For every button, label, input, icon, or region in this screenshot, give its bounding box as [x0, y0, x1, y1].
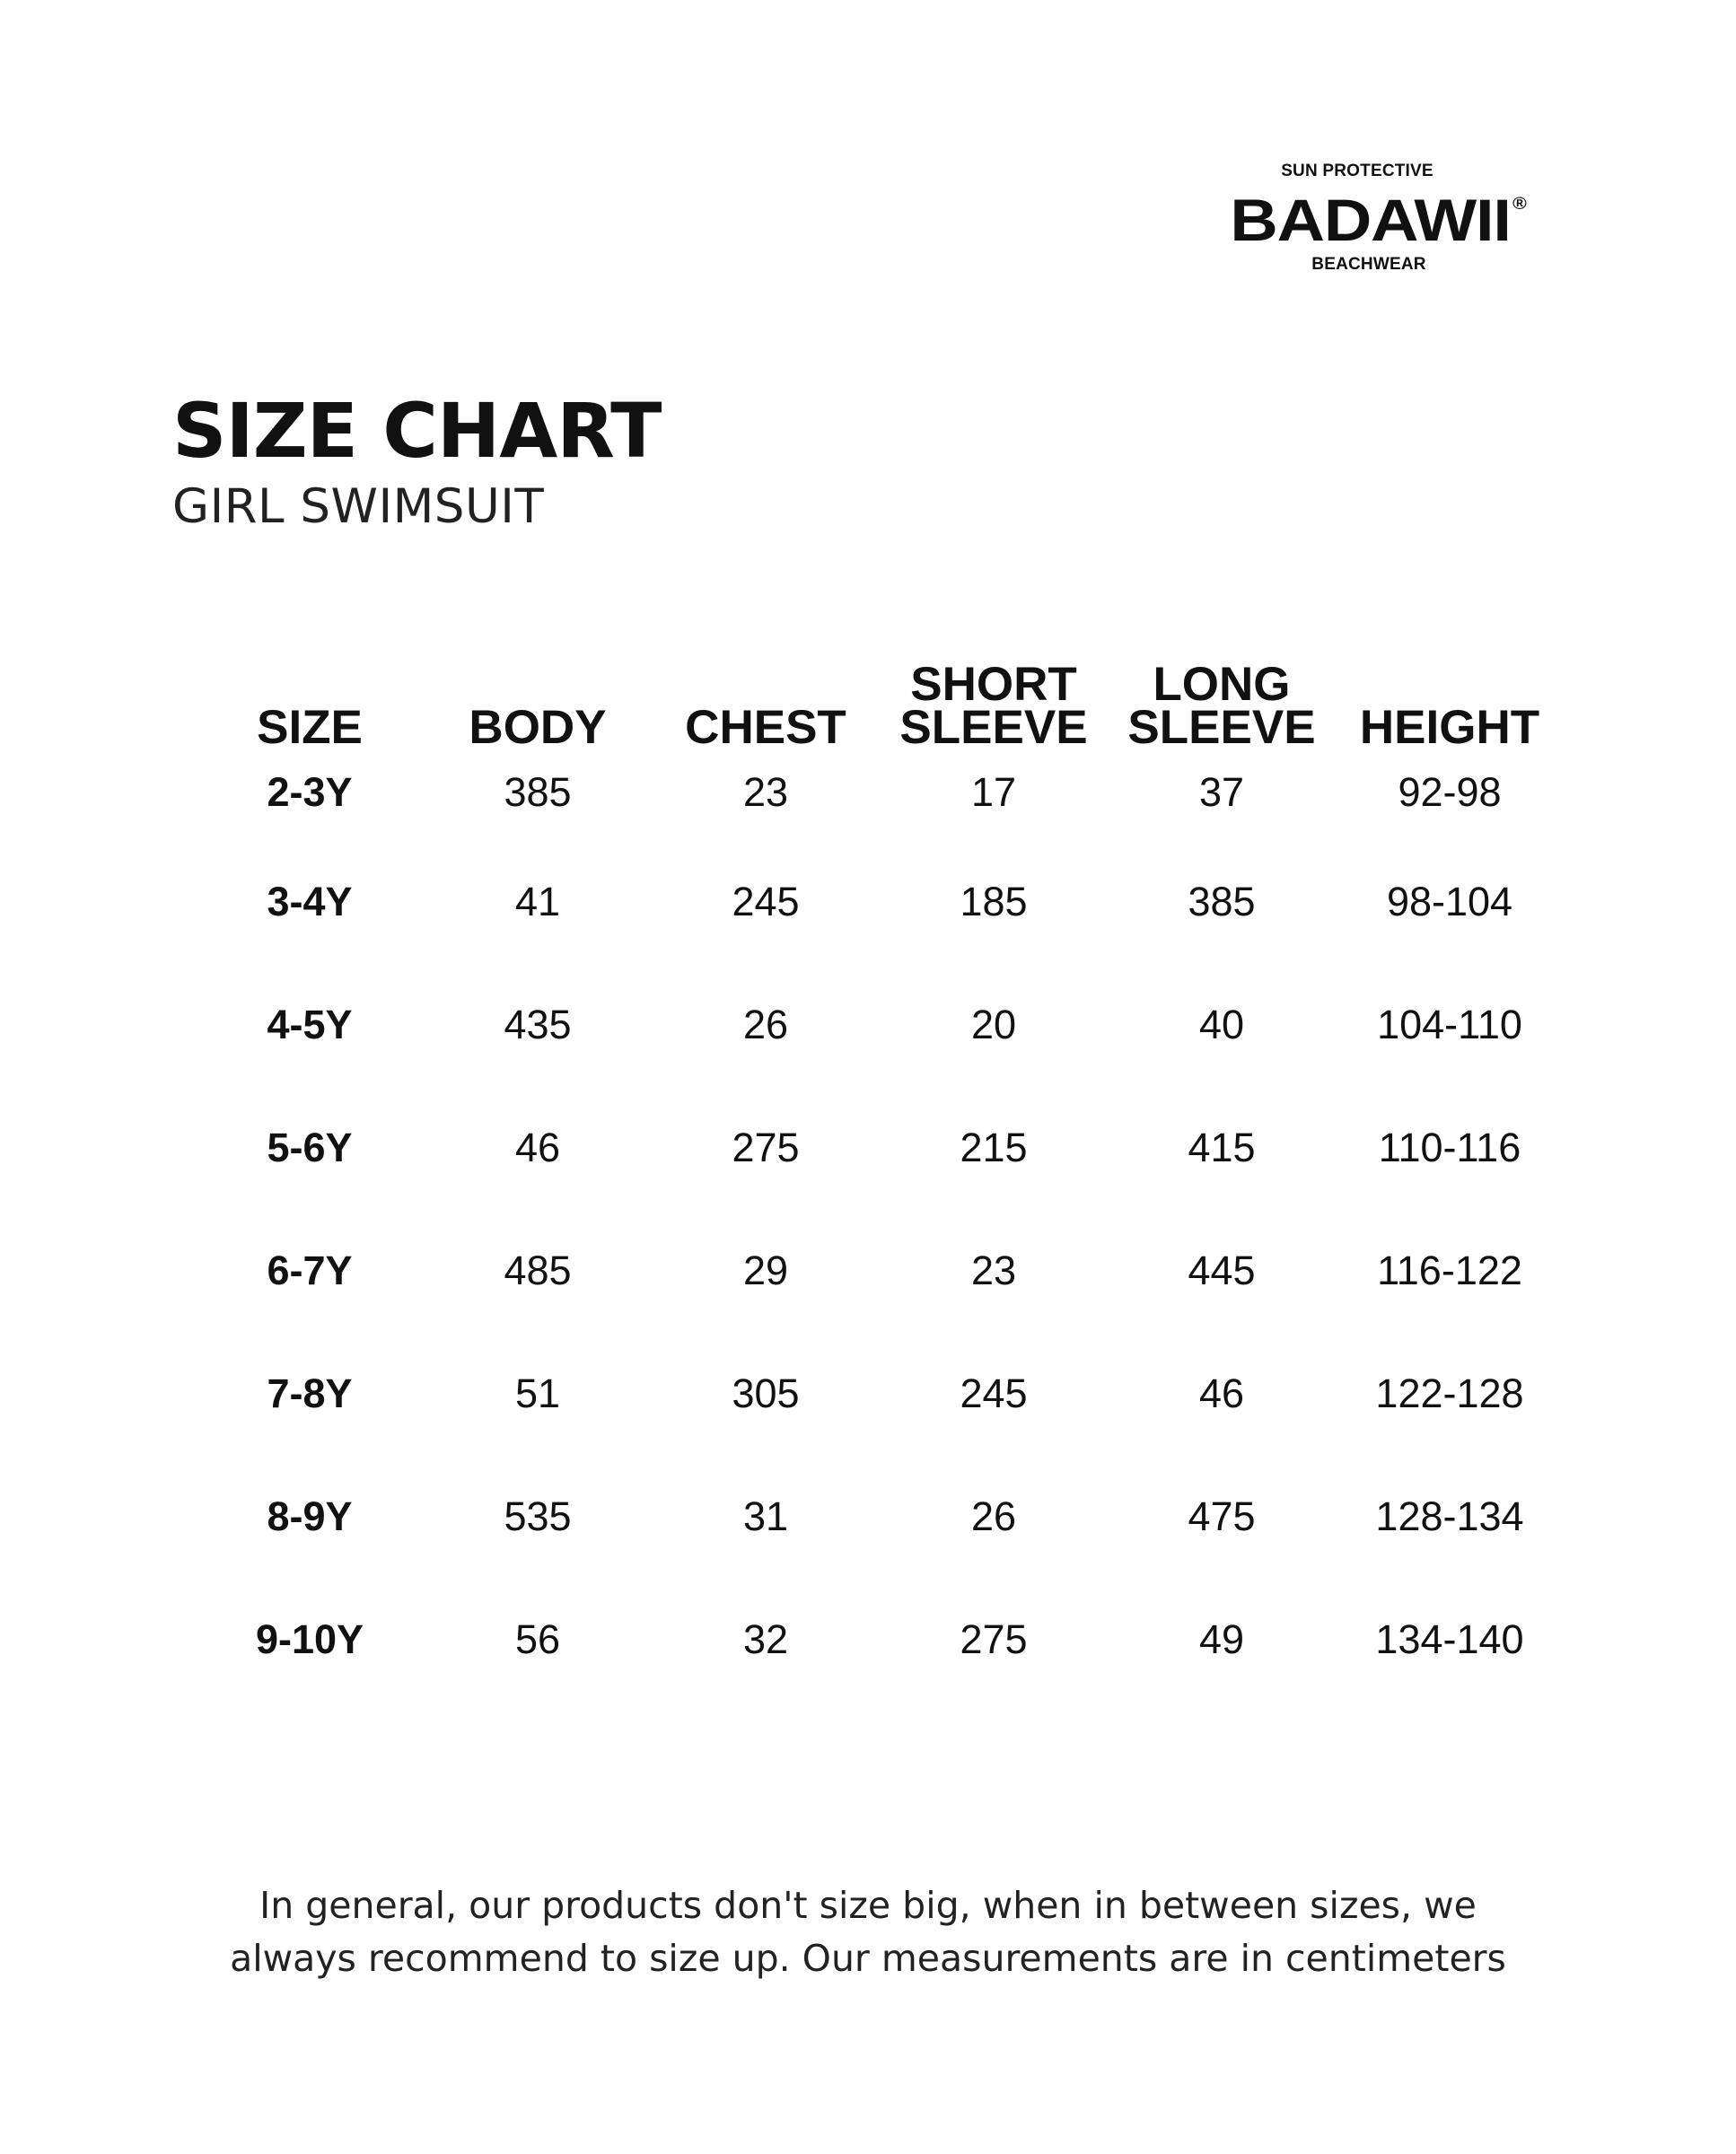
- cell-size: 9-10Y: [255, 1616, 364, 1662]
- cell-long-sleeve: 46: [1198, 1370, 1245, 1416]
- cell-chest: 31: [742, 1493, 789, 1539]
- cell-size: 8-9Y: [267, 1493, 353, 1539]
- cell-long-sleeve: 49: [1198, 1616, 1245, 1662]
- table-row: [196, 868, 1564, 991]
- cell-long-sleeve: 385: [1188, 879, 1256, 924]
- cell-chest: 245: [732, 879, 800, 924]
- table-header-row: [196, 660, 1564, 757]
- cell-body: 535: [504, 1493, 572, 1539]
- table-row: [196, 1606, 1564, 1729]
- logo-tagline-bottom: BEACHWEAR: [1311, 255, 1426, 274]
- header-long-sleeve: LONG SLEEVE: [1127, 658, 1316, 754]
- table-body: [196, 757, 1564, 1729]
- size-table: [196, 660, 1564, 1729]
- cell-long-sleeve: 37: [1198, 769, 1245, 815]
- cell-body: 485: [504, 1248, 572, 1293]
- cell-body: 435: [504, 1002, 572, 1047]
- cell-long-sleeve: 415: [1188, 1125, 1256, 1170]
- cell-short-sleeve: 26: [970, 1493, 1017, 1539]
- cell-short-sleeve: 17: [970, 769, 1017, 815]
- header-height: HEIGHT: [1359, 701, 1540, 754]
- cell-height: 110-116: [1378, 1125, 1521, 1170]
- cell-body: 56: [514, 1616, 561, 1662]
- table-row: [196, 1237, 1564, 1360]
- cell-long-sleeve: 475: [1188, 1493, 1256, 1539]
- cell-height: 104-110: [1377, 1002, 1522, 1047]
- cell-body: 41: [514, 879, 561, 924]
- cell-short-sleeve: 275: [960, 1616, 1028, 1662]
- page-subtitle: GIRL SWIMSUIT: [172, 479, 545, 534]
- brand-logo: [1167, 162, 1589, 275]
- cell-short-sleeve: 185: [960, 879, 1028, 924]
- sizing-note: [135, 1879, 1601, 1985]
- page-title: SIZE CHART: [172, 387, 662, 475]
- cell-body: 385: [504, 769, 572, 815]
- cell-chest: 29: [742, 1248, 789, 1293]
- cell-height: 128-134: [1375, 1493, 1524, 1539]
- sizing-note-line-2: always recommend to size up. Our measurements are in centimeters: [230, 1937, 1506, 1980]
- cell-size: 3-4Y: [267, 879, 353, 924]
- cell-height: 98-104: [1386, 879, 1513, 924]
- cell-height: 134-140: [1375, 1616, 1524, 1662]
- cell-chest: 305: [732, 1370, 800, 1416]
- header-short-sleeve: SHORT SLEEVE: [899, 658, 1088, 754]
- header-chest: CHEST: [685, 701, 846, 754]
- cell-short-sleeve: 23: [970, 1248, 1017, 1293]
- registered-mark: ®: [1512, 195, 1526, 214]
- table-row: [196, 1360, 1564, 1483]
- logo-tagline-top: SUN PROTECTIVE: [1281, 162, 1434, 180]
- cell-size: 5-6Y: [267, 1125, 353, 1170]
- cell-chest: 32: [742, 1616, 789, 1662]
- table-row: [196, 757, 1564, 868]
- cell-size: 6-7Y: [267, 1248, 353, 1293]
- cell-long-sleeve: 40: [1198, 1002, 1245, 1047]
- cell-height: 92-98: [1398, 769, 1502, 815]
- cell-short-sleeve: 20: [970, 1002, 1017, 1047]
- cell-short-sleeve: 245: [960, 1370, 1028, 1416]
- logo-brand-name: [1142, 187, 1614, 253]
- cell-size: 2-3Y: [267, 769, 353, 815]
- cell-height: 116-122: [1377, 1248, 1522, 1293]
- cell-height: 122-128: [1375, 1370, 1524, 1416]
- cell-body: 51: [514, 1370, 561, 1416]
- cell-size: 4-5Y: [267, 1002, 353, 1047]
- header-size: SIZE: [257, 701, 363, 754]
- table-row: [196, 991, 1564, 1114]
- logo-brand-text: BADAWII: [1230, 187, 1511, 253]
- cell-chest: 26: [742, 1002, 789, 1047]
- cell-long-sleeve: 445: [1188, 1248, 1256, 1293]
- table-row: [196, 1114, 1564, 1237]
- sizing-note-line-1: In general, our products don't size big, when in between sizes, we: [259, 1884, 1477, 1927]
- cell-short-sleeve: 215: [960, 1125, 1028, 1170]
- table-row: [196, 1483, 1564, 1606]
- header-body: BODY: [469, 701, 607, 754]
- cell-chest: 275: [732, 1125, 800, 1170]
- cell-size: 7-8Y: [267, 1370, 353, 1416]
- cell-chest: 23: [742, 769, 789, 815]
- cell-body: 46: [514, 1125, 561, 1170]
